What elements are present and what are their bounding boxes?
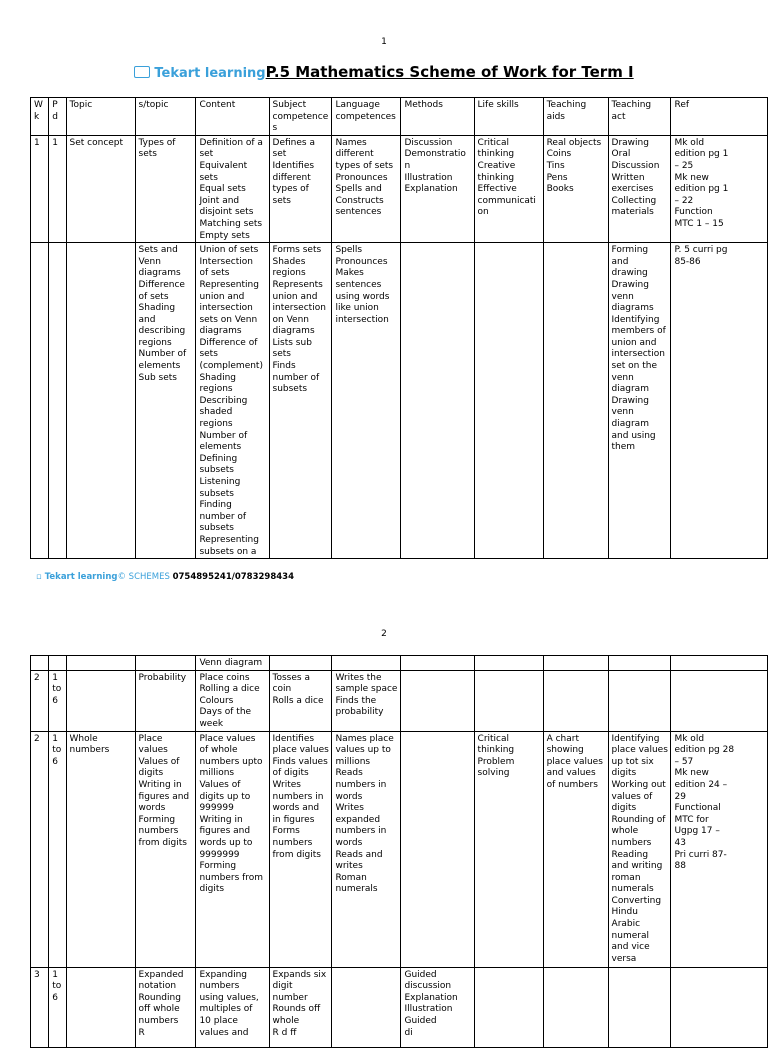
table-cell: 2 [31, 731, 49, 967]
table-cell: Language competences [332, 98, 401, 136]
table-cell [401, 243, 474, 559]
table-cell [269, 656, 332, 671]
table-cell: Whole numbers [66, 731, 135, 967]
table-cell: Topic [66, 98, 135, 136]
table-cell: Expanding numbers using values, multiples of 10 place values and [196, 967, 269, 1047]
table-cell: P. 5 curri pg 85-86 [671, 243, 768, 559]
table-cell [332, 967, 401, 1047]
table-cell: Set concept [66, 135, 135, 242]
table-cell [608, 656, 671, 671]
table-cell: Tosses a coin Rolls a dice [269, 670, 332, 731]
table-cell: Sets and Venn diagrams Difference of sets Shading and describing regions Number of elements Sub sets [135, 243, 196, 559]
brand-name: Tekart learning [154, 66, 266, 81]
table-cell: Ref [671, 98, 768, 136]
table-cell [49, 243, 66, 559]
table-cell: Definition of a set Equivalent sets Equal sets Joint and disjoint sets Matching sets Empty sets [196, 135, 269, 242]
table-cell: 1 [31, 135, 49, 242]
table-row [31, 135, 768, 242]
table-cell: Identifies place values Finds values of digits Writes numbers in words and in figures Forms numbers from digits [269, 731, 332, 967]
table-cell: Defines a set Identifies different types of sets [269, 135, 332, 242]
table-cell: 1 to 6 [49, 670, 66, 731]
table-cell [66, 670, 135, 731]
table-cell: Subject competence s [269, 98, 332, 136]
table-cell: P d [49, 98, 66, 136]
table-cell [66, 656, 135, 671]
table-cell [474, 967, 543, 1047]
table-cell: Writes the sample space Finds the probability [332, 670, 401, 731]
table-cell: 1 [49, 135, 66, 242]
table-cell: Forming and drawing Drawing venn diagrams Identifying members of union and intersection set on the venn diagram Drawing venn diagram and using them [608, 243, 671, 559]
table-row [31, 731, 768, 967]
table-cell: Identifying place values up tot six digits Working out values of digits Rounding of whole numbers Reading and writing roman numerals Converting Hindu Arabic numeral and vice versa [608, 731, 671, 967]
table-cell: Critical thinking Problem solving [474, 731, 543, 967]
table-cell: Expanded notation Rounding off whole numbers R [135, 967, 196, 1047]
brand-logo [134, 65, 265, 81]
table-row [31, 243, 768, 559]
table-cell: Teaching aids [543, 98, 608, 136]
table-cell: Place coins Rolling a dice Colours Days of the week [196, 670, 269, 731]
footer-copyright: © SCHEMES [117, 572, 170, 582]
table-cell: Guided discussion Explanation Illustration Guided di [401, 967, 474, 1047]
table-cell [543, 670, 608, 731]
table-cell [66, 967, 135, 1047]
table-cell [332, 656, 401, 671]
table-header-row [31, 98, 768, 136]
table-cell: Real objects Coins Tins Pens Books [543, 135, 608, 242]
page-number: 2 [381, 629, 387, 639]
table-cell: Expands six digit number Rounds off whole R d ff [269, 967, 332, 1047]
scheme-table-page-2 [30, 655, 768, 1048]
table-cell: Place values of whole numbers upto millions Values of digits up to 999999 Writing in figures and words up to 9999999 Forming numbers from digits [196, 731, 269, 967]
table-cell [474, 243, 543, 559]
table-cell: Teaching act [608, 98, 671, 136]
table-cell [671, 656, 768, 671]
footer-phone: 0754895241/0783298434 [172, 572, 294, 582]
table-cell: Place values Values of digits Writing in figures and words Forming numbers from digits [135, 731, 196, 967]
table-cell: Mk old edition pg 1 – 25 Mk new edition pg 1 – 22 Function MTC 1 – 15 [671, 135, 768, 242]
table-cell: s/topic [135, 98, 196, 136]
table-cell: Mk old edition pg 28 – 57 Mk new edition 24 – 29 Functional MTC for Ugpg 17 – 43 Pri curri 87- 88 [671, 731, 768, 967]
table-row [31, 656, 768, 671]
table-cell [49, 656, 66, 671]
scheme-table-page-1 [30, 97, 768, 559]
table-cell [474, 670, 543, 731]
table-cell: Methods [401, 98, 474, 136]
table-cell: Life skills [474, 98, 543, 136]
table-cell: Drawing Oral Discussion Written exercises Collecting materials [608, 135, 671, 242]
table-cell: 1 to 6 [49, 967, 66, 1047]
footer-brand: ▫ Tekart learning [36, 572, 118, 582]
table-cell: 3 [31, 967, 49, 1047]
table-cell [31, 656, 49, 671]
table-cell: 2 [31, 670, 49, 731]
table-cell: Forms sets Shades regions Represents union and intersection on Venn diagrams Lists sub sets Finds number of subsets [269, 243, 332, 559]
table-cell [543, 243, 608, 559]
page-number: 1 [381, 37, 387, 47]
table-cell: Types of sets [135, 135, 196, 242]
table-cell [608, 670, 671, 731]
document-header [0, 62, 768, 81]
table-cell: 1 to 6 [49, 731, 66, 967]
table-cell: Venn diagram [196, 656, 269, 671]
table-row [31, 967, 768, 1047]
table-cell: Names different types of sets Pronounces Spells and Constructs sentences [332, 135, 401, 242]
table-row [31, 670, 768, 731]
page-title: P.5 Mathematics Scheme of Work for Term I [265, 63, 634, 81]
table-cell: Probability [135, 670, 196, 731]
table-cell: Spells Pronounces Makes sentences using words like union intersection [332, 243, 401, 559]
footer-brand-name: Tekart learning [44, 572, 118, 582]
table-cell [543, 656, 608, 671]
table-cell: Union of sets Intersection of sets Representing union and intersection sets on Venn diagrams Difference of sets (complement) Shading regions Describing shaded regions Number of elements Defining subsets Listening subsets Finding number of subsets Representing subsets on a [196, 243, 269, 559]
table-cell: Discussion Demonstratio n Illustration Explanation [401, 135, 474, 242]
table-cell [401, 670, 474, 731]
table-cell: Names place values up to millions Reads numbers in words Writes expanded numbers in words Reads and writes Roman numerals [332, 731, 401, 967]
screen-logo-icon [134, 66, 150, 78]
table-cell [401, 656, 474, 671]
table-cell [66, 243, 135, 559]
table-cell [31, 243, 49, 559]
table-cell [608, 967, 671, 1047]
table-cell: Content [196, 98, 269, 136]
table-cell [474, 656, 543, 671]
table-cell [671, 670, 768, 731]
page-footer [36, 572, 294, 582]
table-cell: Critical thinking Creative thinking Effective communicati on [474, 135, 543, 242]
table-cell [543, 967, 608, 1047]
table-cell [671, 967, 768, 1047]
table-cell [401, 731, 474, 967]
table-cell: W k [31, 98, 49, 136]
table-cell: A chart showing place values and values of numbers [543, 731, 608, 967]
table-cell [135, 656, 196, 671]
